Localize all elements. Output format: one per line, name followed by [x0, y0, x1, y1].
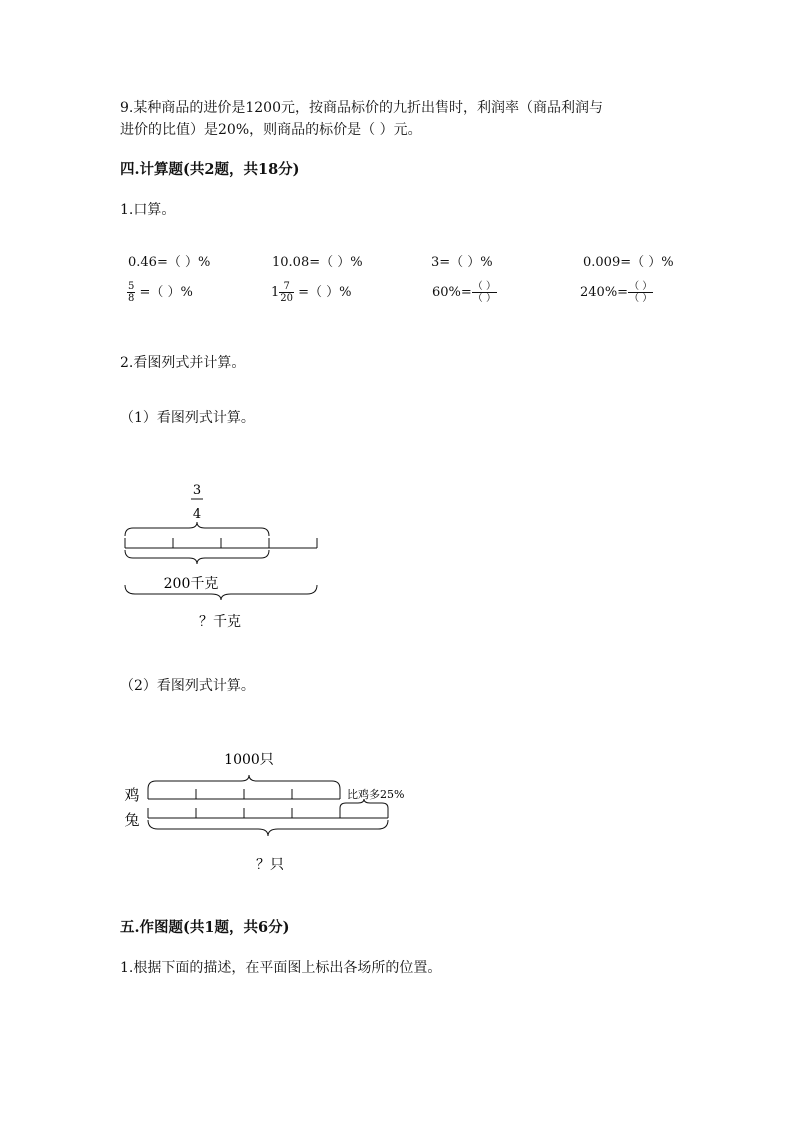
- oral-item-7: 60%= $\frac{( )}{( )}$: [432, 281, 496, 304]
- q2-sub2-title: （2）看图列式计算。: [120, 678, 255, 694]
- section5-q1: 1.根据下面的描述，在平面图上标出各场所的位置。: [120, 960, 442, 976]
- diagram1-fraction-num: 3: [192, 483, 202, 498]
- q1-title: 1.口算。: [120, 202, 176, 218]
- fraction: $\frac{5}{8}$: [128, 281, 135, 304]
- row-label-chicken: 鸡: [124, 786, 140, 804]
- q9-line1: 9.某种商品的进价是1200元，按商品标价的九折出售时，利润率（商品利润与: [120, 100, 603, 116]
- oral-item-1: 0.46=（ ）%: [128, 255, 211, 270]
- middle-brace: [125, 550, 269, 564]
- diagram2-unknown-label: ？只: [256, 857, 284, 873]
- q9-line2: 进价的比值）是20%，则商品的标价是（ ）元。: [120, 122, 422, 138]
- q2-sub1-title: （1）看图列式计算。: [120, 410, 255, 426]
- diagram-1: [110, 478, 340, 638]
- bottom-brace: [148, 820, 388, 836]
- section5-title: 五.作图题(共1题，共6分): [120, 919, 290, 936]
- fraction: $\frac{( )}{( )}$: [629, 281, 653, 304]
- bottom-brace: [125, 585, 317, 600]
- top-brace: [148, 775, 340, 789]
- oral-item-3: 3=（ ）%: [431, 255, 493, 270]
- diagram-2: [110, 745, 430, 880]
- diagram2-top-label: 1000只: [224, 752, 274, 768]
- section4-title: 四.计算题(共2题，共18分): [120, 161, 300, 178]
- row-label-rabbit: 兔: [124, 811, 140, 829]
- oral-item-6: 1 $\frac{7}{20}$ =（ ）%: [271, 281, 352, 304]
- oral-item-2: 10.08=（ ）%: [272, 255, 363, 270]
- oral-item-8: 240%= $\frac{( )}{( )}$: [580, 281, 653, 304]
- diagram1-known-label: 200千克: [163, 576, 219, 592]
- oral-item-5: $\frac{5}{8}$ =（ ）%: [128, 281, 193, 304]
- diagram2-more-label: 比鸡多25%: [347, 788, 405, 801]
- q2-title: 2.看图列式并计算。: [120, 355, 246, 371]
- oral-item-4: 0.009=（ ）%: [583, 255, 674, 270]
- diagram1-fraction-den: 4: [192, 507, 202, 522]
- fraction: $\frac{7}{20}$: [280, 281, 294, 304]
- top-brace: [125, 522, 269, 536]
- fraction: $\frac{( )}{( )}$: [472, 281, 496, 304]
- diagram1-unknown-label: ？千克: [199, 614, 241, 630]
